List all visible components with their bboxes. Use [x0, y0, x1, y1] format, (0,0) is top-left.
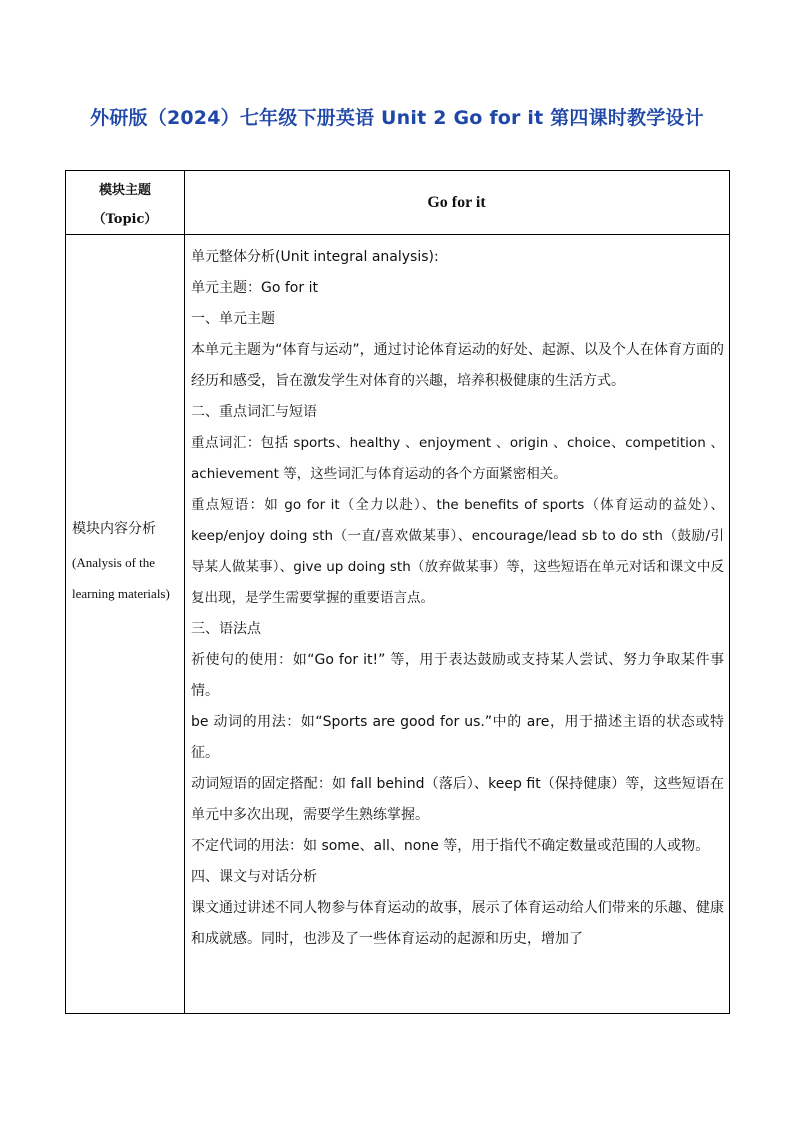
section-heading: 四、课文与对话分析: [191, 869, 317, 885]
topic-label-cell: [66, 171, 184, 234]
section-heading: 三、语法点: [191, 621, 261, 637]
analysis-label-zh: 模块内容分析: [72, 521, 156, 537]
document-title: 外研版（2024）七年级下册英语 Unit 2 Go for it 第四课时教学设计: [90, 107, 704, 129]
paragraph: 不定代词的用法：如 some、all、none 等，用于指代不确定数量或范围的人或物。: [191, 838, 710, 854]
paragraph: 单元整体分析(Unit integral analysis):: [191, 249, 439, 265]
topic-value: Go for it: [427, 194, 486, 211]
row-divider: [66, 234, 729, 235]
section-heading: 二、重点词汇与短语: [191, 404, 317, 420]
paragraph: 动词短语的固定搭配：如 fall behind（落后）、keep fit（保持健康）等，这些短语在单元中多次出现，需要学生熟练掌握。: [191, 776, 724, 823]
paragraph: 祈使句的使用：如“Go for it!” 等，用于表达鼓励或支持某人尝试、努力争取某件事情。: [191, 652, 724, 699]
lesson-plan-table: [65, 170, 730, 1014]
topic-label-en: （Topic）: [92, 212, 158, 227]
topic-label-zh: 模块主题: [98, 183, 151, 198]
column-divider: [184, 171, 185, 1013]
paragraph: 课文通过讲述不同人物参与体育运动的故事，展示了体育运动给人们带来的乐趣、健康和成就感。同时，也涉及了一些体育运动的起源和历史，增加了: [191, 900, 724, 947]
paragraph: 单元主题：Go for it: [191, 280, 318, 296]
paragraph: be 动词的用法：如“Sports are good for us.”中的 are，用于描述主语的状态或特征。: [191, 714, 724, 761]
analysis-label-cell: [72, 518, 182, 609]
paragraph: 本单元主题为“体育与运动”，通过讨论体育运动的好处、起源、以及个人在体育方面的经历和感受，旨在激发学生对体育的兴趣，培养积极健康的生活方式。: [191, 342, 724, 389]
paragraph: 重点词汇：包括 sports、healthy 、enjoyment 、origin 、choice、competition 、achievement 等，这些词汇与体育运动的各个方面紧密相关。: [191, 435, 724, 482]
analysis-content: [191, 242, 724, 955]
analysis-label-en: (Analysis of the learning materials): [72, 555, 170, 601]
section-heading: 一、单元主题: [191, 311, 275, 327]
paragraph: 重点短语：如 go for it（全力以赴）、the benefits of sports（体育运动的益处）、keep/enjoy doing sth（一直/喜欢做某事）、encourage/lead sb to do sth（鼓励/引导某人做某事）、give up doing sth（放弃做某事）等，这些短语在单元对话和课文中反复出现，是学生需要掌握的重要语言点。: [191, 497, 724, 606]
